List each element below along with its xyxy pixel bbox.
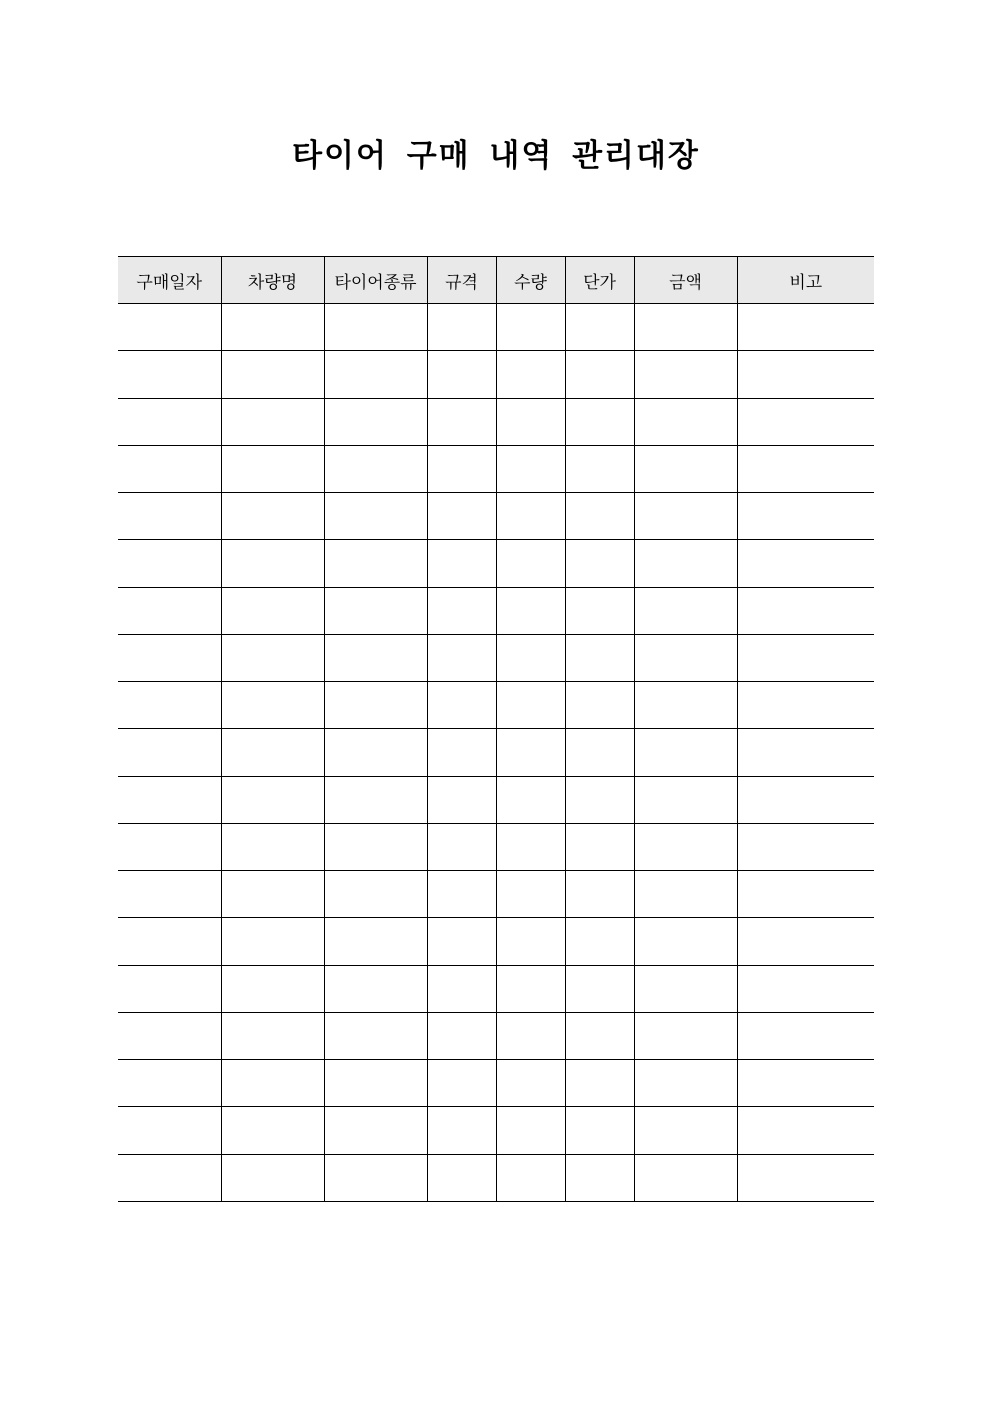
cell-quantity[interactable] xyxy=(496,540,565,587)
table-row xyxy=(118,729,874,776)
cell-tire-type[interactable] xyxy=(324,445,427,492)
cell-specification[interactable] xyxy=(427,1107,496,1154)
cell-remarks[interactable] xyxy=(737,351,874,398)
cell-unit-price[interactable] xyxy=(565,823,634,870)
cell-vehicle-name[interactable] xyxy=(221,823,324,870)
cell-remarks[interactable] xyxy=(737,823,874,870)
cell-tire-type[interactable] xyxy=(324,1154,427,1201)
cell-vehicle-name[interactable] xyxy=(221,1154,324,1201)
cell-quantity[interactable] xyxy=(496,445,565,492)
cell-unit-price[interactable] xyxy=(565,682,634,729)
table-row xyxy=(118,445,874,492)
cell-amount[interactable] xyxy=(634,351,737,398)
cell-unit-price[interactable] xyxy=(565,398,634,445)
header-unit-price: 단가 xyxy=(565,257,634,304)
cell-purchase-date[interactable] xyxy=(118,587,221,634)
header-remarks: 비고 xyxy=(737,257,874,304)
header-amount: 금액 xyxy=(634,257,737,304)
cell-unit-price[interactable] xyxy=(565,965,634,1012)
cell-tire-type[interactable] xyxy=(324,398,427,445)
cell-purchase-date[interactable] xyxy=(118,776,221,823)
header-quantity: 수량 xyxy=(496,257,565,304)
cell-purchase-date[interactable] xyxy=(118,682,221,729)
cell-tire-type[interactable] xyxy=(324,1060,427,1107)
cell-unit-price[interactable] xyxy=(565,540,634,587)
cell-amount[interactable] xyxy=(634,871,737,918)
cell-quantity[interactable] xyxy=(496,493,565,540)
cell-vehicle-name[interactable] xyxy=(221,1012,324,1059)
cell-remarks[interactable] xyxy=(737,682,874,729)
cell-purchase-date[interactable] xyxy=(118,965,221,1012)
cell-remarks[interactable] xyxy=(737,1012,874,1059)
cell-purchase-date[interactable] xyxy=(118,918,221,965)
cell-quantity[interactable] xyxy=(496,682,565,729)
cell-vehicle-name[interactable] xyxy=(221,493,324,540)
cell-vehicle-name[interactable] xyxy=(221,587,324,634)
cell-purchase-date[interactable] xyxy=(118,493,221,540)
cell-quantity[interactable] xyxy=(496,1154,565,1201)
cell-amount[interactable] xyxy=(634,1012,737,1059)
cell-tire-type[interactable] xyxy=(324,776,427,823)
cell-amount[interactable] xyxy=(634,729,737,776)
cell-specification[interactable] xyxy=(427,918,496,965)
table-row xyxy=(118,682,874,729)
cell-vehicle-name[interactable] xyxy=(221,634,324,681)
cell-quantity[interactable] xyxy=(496,1107,565,1154)
cell-specification[interactable] xyxy=(427,776,496,823)
cell-vehicle-name[interactable] xyxy=(221,1060,324,1107)
cell-unit-price[interactable] xyxy=(565,918,634,965)
table-row xyxy=(118,1154,874,1201)
cell-amount[interactable] xyxy=(634,1154,737,1201)
cell-unit-price[interactable] xyxy=(565,871,634,918)
cell-specification[interactable] xyxy=(427,398,496,445)
cell-amount[interactable] xyxy=(634,540,737,587)
cell-tire-type[interactable] xyxy=(324,1107,427,1154)
cell-remarks[interactable] xyxy=(737,493,874,540)
cell-specification[interactable] xyxy=(427,445,496,492)
cell-purchase-date[interactable] xyxy=(118,1012,221,1059)
cell-tire-type[interactable] xyxy=(324,729,427,776)
cell-quantity[interactable] xyxy=(496,398,565,445)
cell-purchase-date[interactable] xyxy=(118,823,221,870)
cell-quantity[interactable] xyxy=(496,587,565,634)
cell-purchase-date[interactable] xyxy=(118,540,221,587)
header-purchase-date: 구매일자 xyxy=(118,257,221,304)
cell-purchase-date[interactable] xyxy=(118,304,221,351)
cell-unit-price[interactable] xyxy=(565,1012,634,1059)
table-row xyxy=(118,965,874,1012)
header-row xyxy=(118,257,874,304)
cell-vehicle-name[interactable] xyxy=(221,918,324,965)
cell-remarks[interactable] xyxy=(737,445,874,492)
cell-specification[interactable] xyxy=(427,682,496,729)
header-specification: 규격 xyxy=(427,257,496,304)
cell-quantity[interactable] xyxy=(496,823,565,870)
cell-remarks[interactable] xyxy=(737,304,874,351)
cell-remarks[interactable] xyxy=(737,1154,874,1201)
cell-remarks[interactable] xyxy=(737,965,874,1012)
cell-unit-price[interactable] xyxy=(565,351,634,398)
cell-amount[interactable] xyxy=(634,965,737,1012)
cell-vehicle-name[interactable] xyxy=(221,540,324,587)
cell-quantity[interactable] xyxy=(496,634,565,681)
cell-remarks[interactable] xyxy=(737,729,874,776)
cell-quantity[interactable] xyxy=(496,729,565,776)
cell-remarks[interactable] xyxy=(737,540,874,587)
cell-quantity[interactable] xyxy=(496,1060,565,1107)
cell-tire-type[interactable] xyxy=(324,682,427,729)
cell-tire-type[interactable] xyxy=(324,1012,427,1059)
cell-remarks[interactable] xyxy=(737,871,874,918)
cell-unit-price[interactable] xyxy=(565,1107,634,1154)
table-row xyxy=(118,1060,874,1107)
cell-quantity[interactable] xyxy=(496,1012,565,1059)
cell-tire-type[interactable] xyxy=(324,634,427,681)
cell-quantity[interactable] xyxy=(496,304,565,351)
purchase-ledger-table xyxy=(118,256,874,1202)
cell-specification[interactable] xyxy=(427,540,496,587)
table-row xyxy=(118,587,874,634)
table-row xyxy=(118,918,874,965)
cell-remarks[interactable] xyxy=(737,776,874,823)
cell-unit-price[interactable] xyxy=(565,776,634,823)
cell-amount[interactable] xyxy=(634,398,737,445)
cell-tire-type[interactable] xyxy=(324,304,427,351)
cell-vehicle-name[interactable] xyxy=(221,682,324,729)
cell-unit-price[interactable] xyxy=(565,634,634,681)
table-row xyxy=(118,398,874,445)
cell-amount[interactable] xyxy=(634,634,737,681)
cell-vehicle-name[interactable] xyxy=(221,351,324,398)
cell-purchase-date[interactable] xyxy=(118,634,221,681)
cell-tire-type[interactable] xyxy=(324,965,427,1012)
cell-vehicle-name[interactable] xyxy=(221,304,324,351)
cell-remarks[interactable] xyxy=(737,1107,874,1154)
cell-purchase-date[interactable] xyxy=(118,1060,221,1107)
cell-remarks[interactable] xyxy=(737,398,874,445)
table-row xyxy=(118,540,874,587)
cell-tire-type[interactable] xyxy=(324,871,427,918)
cell-vehicle-name[interactable] xyxy=(221,1107,324,1154)
cell-specification[interactable] xyxy=(427,871,496,918)
cell-unit-price[interactable] xyxy=(565,587,634,634)
cell-unit-price[interactable] xyxy=(565,1060,634,1107)
cell-specification[interactable] xyxy=(427,965,496,1012)
cell-specification[interactable] xyxy=(427,587,496,634)
cell-purchase-date[interactable] xyxy=(118,398,221,445)
cell-specification[interactable] xyxy=(427,823,496,870)
cell-tire-type[interactable] xyxy=(324,493,427,540)
cell-unit-price[interactable] xyxy=(565,493,634,540)
cell-quantity[interactable] xyxy=(496,776,565,823)
cell-purchase-date[interactable] xyxy=(118,729,221,776)
cell-unit-price[interactable] xyxy=(565,304,634,351)
cell-specification[interactable] xyxy=(427,1060,496,1107)
cell-purchase-date[interactable] xyxy=(118,445,221,492)
table-row xyxy=(118,634,874,681)
table-row xyxy=(118,493,874,540)
cell-vehicle-name[interactable] xyxy=(221,871,324,918)
cell-specification[interactable] xyxy=(427,351,496,398)
cell-vehicle-name[interactable] xyxy=(221,445,324,492)
cell-amount[interactable] xyxy=(634,587,737,634)
cell-specification[interactable] xyxy=(427,1012,496,1059)
header-tire-type: 타이어종류 xyxy=(324,257,427,304)
cell-specification[interactable] xyxy=(427,304,496,351)
cell-quantity[interactable] xyxy=(496,965,565,1012)
cell-tire-type[interactable] xyxy=(324,918,427,965)
table-row xyxy=(118,304,874,351)
cell-unit-price[interactable] xyxy=(565,445,634,492)
cell-amount[interactable] xyxy=(634,1060,737,1107)
cell-amount[interactable] xyxy=(634,823,737,870)
cell-amount[interactable] xyxy=(634,304,737,351)
cell-amount[interactable] xyxy=(634,493,737,540)
cell-remarks[interactable] xyxy=(737,587,874,634)
ledger-body xyxy=(118,304,874,1202)
cell-remarks[interactable] xyxy=(737,1060,874,1107)
cell-vehicle-name[interactable] xyxy=(221,965,324,1012)
cell-purchase-date[interactable] xyxy=(118,1107,221,1154)
cell-specification[interactable] xyxy=(427,1154,496,1201)
cell-specification[interactable] xyxy=(427,493,496,540)
cell-amount[interactable] xyxy=(634,918,737,965)
cell-vehicle-name[interactable] xyxy=(221,776,324,823)
cell-remarks[interactable] xyxy=(737,634,874,681)
table-row xyxy=(118,871,874,918)
cell-amount[interactable] xyxy=(634,1107,737,1154)
cell-tire-type[interactable] xyxy=(324,823,427,870)
header-vehicle-name: 차량명 xyxy=(221,257,324,304)
table-row xyxy=(118,776,874,823)
cell-amount[interactable] xyxy=(634,682,737,729)
cell-specification[interactable] xyxy=(427,729,496,776)
table-row xyxy=(118,351,874,398)
table-row xyxy=(118,1107,874,1154)
cell-tire-type[interactable] xyxy=(324,351,427,398)
cell-amount[interactable] xyxy=(634,445,737,492)
cell-quantity[interactable] xyxy=(496,871,565,918)
table-row xyxy=(118,823,874,870)
cell-amount[interactable] xyxy=(634,776,737,823)
cell-quantity[interactable] xyxy=(496,918,565,965)
cell-specification[interactable] xyxy=(427,634,496,681)
cell-tire-type[interactable] xyxy=(324,540,427,587)
table-row xyxy=(118,1012,874,1059)
cell-quantity[interactable] xyxy=(496,351,565,398)
cell-remarks[interactable] xyxy=(737,918,874,965)
cell-vehicle-name[interactable] xyxy=(221,398,324,445)
cell-purchase-date[interactable] xyxy=(118,871,221,918)
cell-tire-type[interactable] xyxy=(324,587,427,634)
cell-unit-price[interactable] xyxy=(565,729,634,776)
cell-purchase-date[interactable] xyxy=(118,351,221,398)
page-title: 타이어 구매 내역 관리대장 xyxy=(292,138,700,174)
cell-vehicle-name[interactable] xyxy=(221,729,324,776)
cell-unit-price[interactable] xyxy=(565,1154,634,1201)
cell-purchase-date[interactable] xyxy=(118,1154,221,1201)
